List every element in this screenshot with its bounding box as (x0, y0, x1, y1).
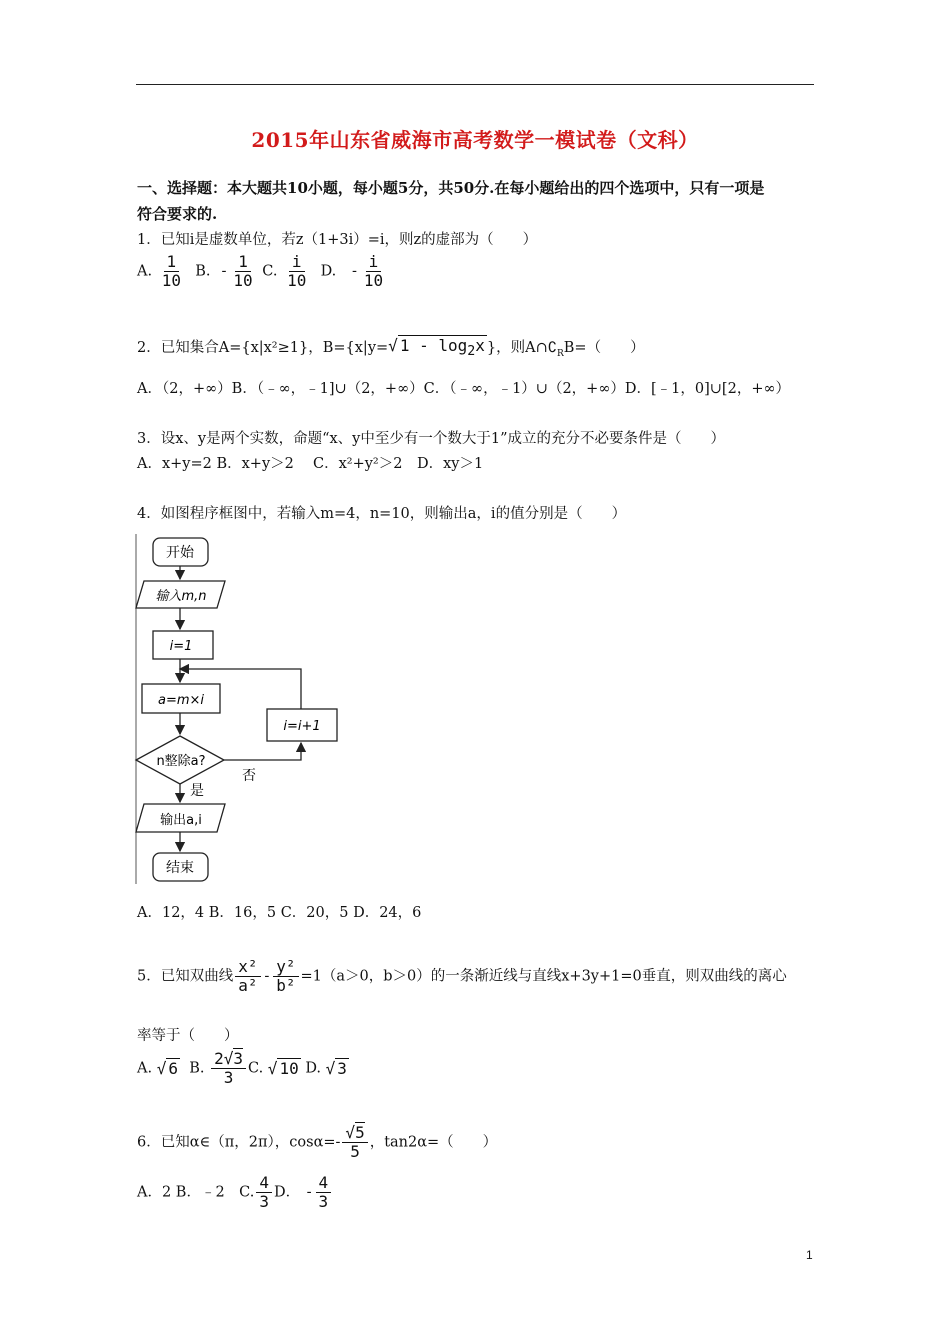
q6-fraction: $\frac{√5}{5}$ (342, 1124, 367, 1161)
q5-b-fraction: $\frac{2√3}{3}$ (211, 1050, 246, 1087)
flow-yes-label: 是 (190, 783, 204, 799)
q6-stem: 6．已知α∈（π，2π），cosα=- $\frac{√5}{5}$ ，tan2α=（ ） (137, 1123, 498, 1161)
q2-options: A．（2，+∞）B．（﹣∞，﹣1]∪（2，+∞）C．（﹣∞，﹣1）∪（2，+∞）D．[﹣1，0]∪[2，+∞） (137, 381, 791, 397)
q1-options: A. $\frac{1}{10}$ B. - $\frac{1}{10}$ C. $\frac{i}{10}$ D. - $\frac{i}{10}$ (137, 253, 388, 290)
q5-stem-line2: 率等于（ ） (137, 1028, 239, 1044)
flow-condition-label: n整除a? (156, 754, 206, 769)
q5-c-sqrt: √ 10 (267, 1059, 299, 1078)
q6-c-fraction: $\frac{4}{3}$ (256, 1174, 272, 1211)
q5-stem: 5．已知双曲线 $\frac{\text{x²}}{\text{a²}}$ - $\frac{\text{y²}}{\text{b²}}$ =1（a＞0，b＞0）的一条渐近线与直线x+3y+1=0垂直，则双曲线的离心 (137, 957, 787, 995)
q3-stem: 3．设x、y是两个实数，命题“x、y中至少有一个数大于1”成立的充分不必要条件是（ ） (137, 431, 726, 447)
flow-input-label: 输入m,n (155, 589, 207, 604)
q1-stem: 1．已知i是虚数单位，若z（1+3i）=i，则z的虚部为（ ） (137, 232, 538, 248)
q1-b-label: B. (195, 263, 211, 280)
q5-fraction-x: $\frac{\text{x²}}{\text{a²}}$ (235, 958, 260, 995)
flow-assign-label: a=m×i (157, 693, 205, 708)
q1-c-fraction: $\frac{i}{10}$ (287, 252, 307, 290)
section-heading-line1: 一、选择题：本大题共10小题，每小题5分，共50分.在每小题给出的四个选项中，只有一项是 (137, 179, 765, 197)
q4-options: A．12，4 B．16，5 C．20，5 D．24，6 (137, 905, 422, 921)
q5-fraction-y: $\frac{\text{y²}}{\text{b²}}$ (273, 958, 298, 995)
flowchart (134, 532, 349, 887)
q1-a-fraction: $\frac{1}{10}$ (161, 252, 181, 290)
q1-a-label: A. (137, 263, 153, 280)
q2-stem: 2．已知集合A={x|x²≥1}，B={x|y=√ $1 - \log_2x$ }，则$A\cap∁_RB=$（ ） (137, 336, 645, 360)
flow-init-label: i=1 (169, 639, 193, 654)
q5-a-sqrt: √ 6 (156, 1059, 178, 1078)
q5-d-sqrt: √ 3 (325, 1059, 347, 1078)
q6-d-fraction: $\frac{4}{3}$ (316, 1174, 332, 1211)
q6-options: A．2 B．﹣2 C. $\frac{4}{3}$ D． - $\frac{4}{3}$ (137, 1174, 333, 1211)
flow-no-label: 否 (242, 768, 256, 784)
q1-b-fraction: $\frac{1}{10}$ (233, 252, 253, 290)
section-heading-line2: 符合要求的. (137, 205, 218, 223)
document-title: 2015年山东省威海市高考数学一模试卷（文科） (251, 128, 699, 152)
flow-output-label: 输出a,i (160, 813, 202, 828)
header-rule (136, 84, 814, 85)
q5-options: A. √ 6 B. $\frac{2√3}{3}$ C. √ 10 D. √ 3 (137, 1049, 347, 1087)
page-number: 1 (806, 1248, 813, 1262)
q4-stem: 4．如图程序框图中，若输入m=4，n=10，则输出a，i的值分别是（ ） (137, 506, 627, 522)
flow-end-label: 结束 (166, 860, 194, 876)
flow-incr-label: i=i+1 (283, 719, 321, 734)
q2-sqrt: √ $1 - \log_2x$ (388, 336, 485, 360)
flow-start-label: 开始 (166, 545, 194, 561)
q1-d-fraction: $\frac{i}{10}$ (363, 252, 384, 290)
q1-d-label: D. (320, 263, 337, 280)
q3-options: A．x+y=2 B．x+y＞2 C．x²+y²＞2 D．xy＞1 (137, 456, 484, 472)
q1-c-label: C. (262, 263, 278, 280)
